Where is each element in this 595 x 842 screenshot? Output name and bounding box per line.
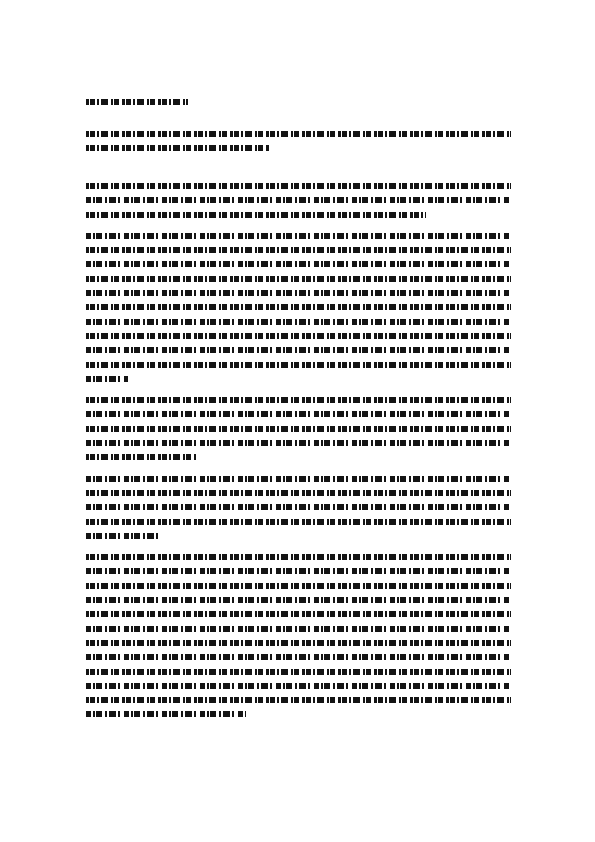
paragraph-line bbox=[86, 273, 511, 287]
paragraph-line bbox=[86, 408, 511, 422]
illegible-text-bar bbox=[86, 212, 426, 218]
illegible-text-bar bbox=[86, 362, 511, 368]
paragraph-line bbox=[86, 394, 511, 408]
illegible-text-bar bbox=[86, 554, 511, 560]
illegible-text-bar bbox=[86, 454, 196, 460]
paragraph-line bbox=[86, 666, 511, 680]
paragraph-line bbox=[86, 594, 511, 608]
title-line bbox=[86, 142, 511, 156]
illegible-text-bar bbox=[86, 397, 511, 403]
illegible-text-bar bbox=[86, 519, 511, 525]
paragraph-line bbox=[86, 316, 511, 330]
paragraph-line bbox=[86, 194, 511, 208]
paragraph-line bbox=[86, 244, 511, 258]
illegible-text-bar bbox=[86, 233, 511, 239]
illegible-text-bar bbox=[86, 145, 270, 151]
paragraph-line bbox=[86, 551, 511, 565]
illegible-text-bar bbox=[86, 597, 511, 603]
illegible-text-bar bbox=[86, 247, 511, 253]
illegible-text-bar bbox=[86, 261, 511, 267]
document-title bbox=[86, 128, 511, 157]
paragraph-line bbox=[86, 287, 511, 301]
paragraph-line bbox=[86, 651, 511, 665]
paragraph-line bbox=[86, 344, 511, 358]
paragraph-line bbox=[86, 373, 511, 387]
illegible-text-bar bbox=[86, 583, 511, 589]
paragraph-line bbox=[86, 473, 511, 487]
paragraph-line bbox=[86, 258, 511, 272]
paragraph-line bbox=[86, 209, 511, 223]
illegible-text-bar bbox=[86, 654, 511, 660]
paragraph bbox=[86, 394, 511, 465]
paragraph-line bbox=[86, 359, 511, 373]
illegible-text-bar bbox=[86, 490, 511, 496]
illegible-text-bar bbox=[86, 333, 511, 339]
paragraph-line bbox=[86, 623, 511, 637]
paragraph bbox=[86, 180, 511, 223]
illegible-text-bar bbox=[86, 476, 511, 482]
illegible-text-bar bbox=[86, 376, 128, 382]
paragraph-line bbox=[86, 230, 511, 244]
paragraph-line bbox=[86, 565, 511, 579]
illegible-text-bar bbox=[86, 304, 511, 310]
illegible-text-bar bbox=[86, 640, 511, 646]
title-line bbox=[86, 128, 511, 142]
illegible-text-bar bbox=[86, 290, 511, 296]
illegible-text-bar bbox=[86, 683, 511, 689]
paragraph-line bbox=[86, 694, 511, 708]
paragraph-line bbox=[86, 437, 511, 451]
paragraph-line bbox=[86, 580, 511, 594]
illegible-text-bar bbox=[86, 131, 511, 137]
paragraph-line bbox=[86, 330, 511, 344]
paragraph-line bbox=[86, 637, 511, 651]
paragraph-line bbox=[86, 180, 511, 194]
illegible-text-bar bbox=[86, 568, 511, 574]
paragraph bbox=[86, 473, 511, 544]
illegible-text-bar bbox=[86, 440, 511, 446]
paragraph bbox=[86, 230, 511, 387]
illegible-text-bar bbox=[86, 626, 511, 632]
paragraph-line bbox=[86, 423, 511, 437]
paragraph-line bbox=[86, 487, 511, 501]
illegible-text-bar bbox=[86, 533, 158, 539]
illegible-text-bar bbox=[86, 711, 246, 717]
paragraph-line bbox=[86, 608, 511, 622]
illegible-text-bar bbox=[86, 697, 511, 703]
document-heading bbox=[86, 98, 188, 106]
document-body bbox=[86, 180, 511, 723]
illegible-text-bar bbox=[86, 319, 511, 325]
paragraph-line bbox=[86, 530, 511, 544]
illegible-text-bar bbox=[86, 347, 511, 353]
paragraph-line bbox=[86, 301, 511, 315]
paragraph bbox=[86, 551, 511, 723]
paragraph-line bbox=[86, 680, 511, 694]
illegible-text-bar bbox=[86, 183, 511, 189]
illegible-text-bar bbox=[86, 426, 511, 432]
paragraph-line bbox=[86, 451, 511, 465]
illegible-text-bar bbox=[86, 669, 511, 675]
paragraph-line bbox=[86, 501, 511, 515]
illegible-text-bar bbox=[86, 276, 511, 282]
paragraph-line bbox=[86, 516, 511, 530]
illegible-text-bar bbox=[86, 197, 511, 203]
illegible-text-bar bbox=[86, 504, 511, 510]
illegible-text-bar bbox=[86, 411, 511, 417]
illegible-text-bar bbox=[86, 611, 511, 617]
paragraph-line bbox=[86, 708, 511, 722]
